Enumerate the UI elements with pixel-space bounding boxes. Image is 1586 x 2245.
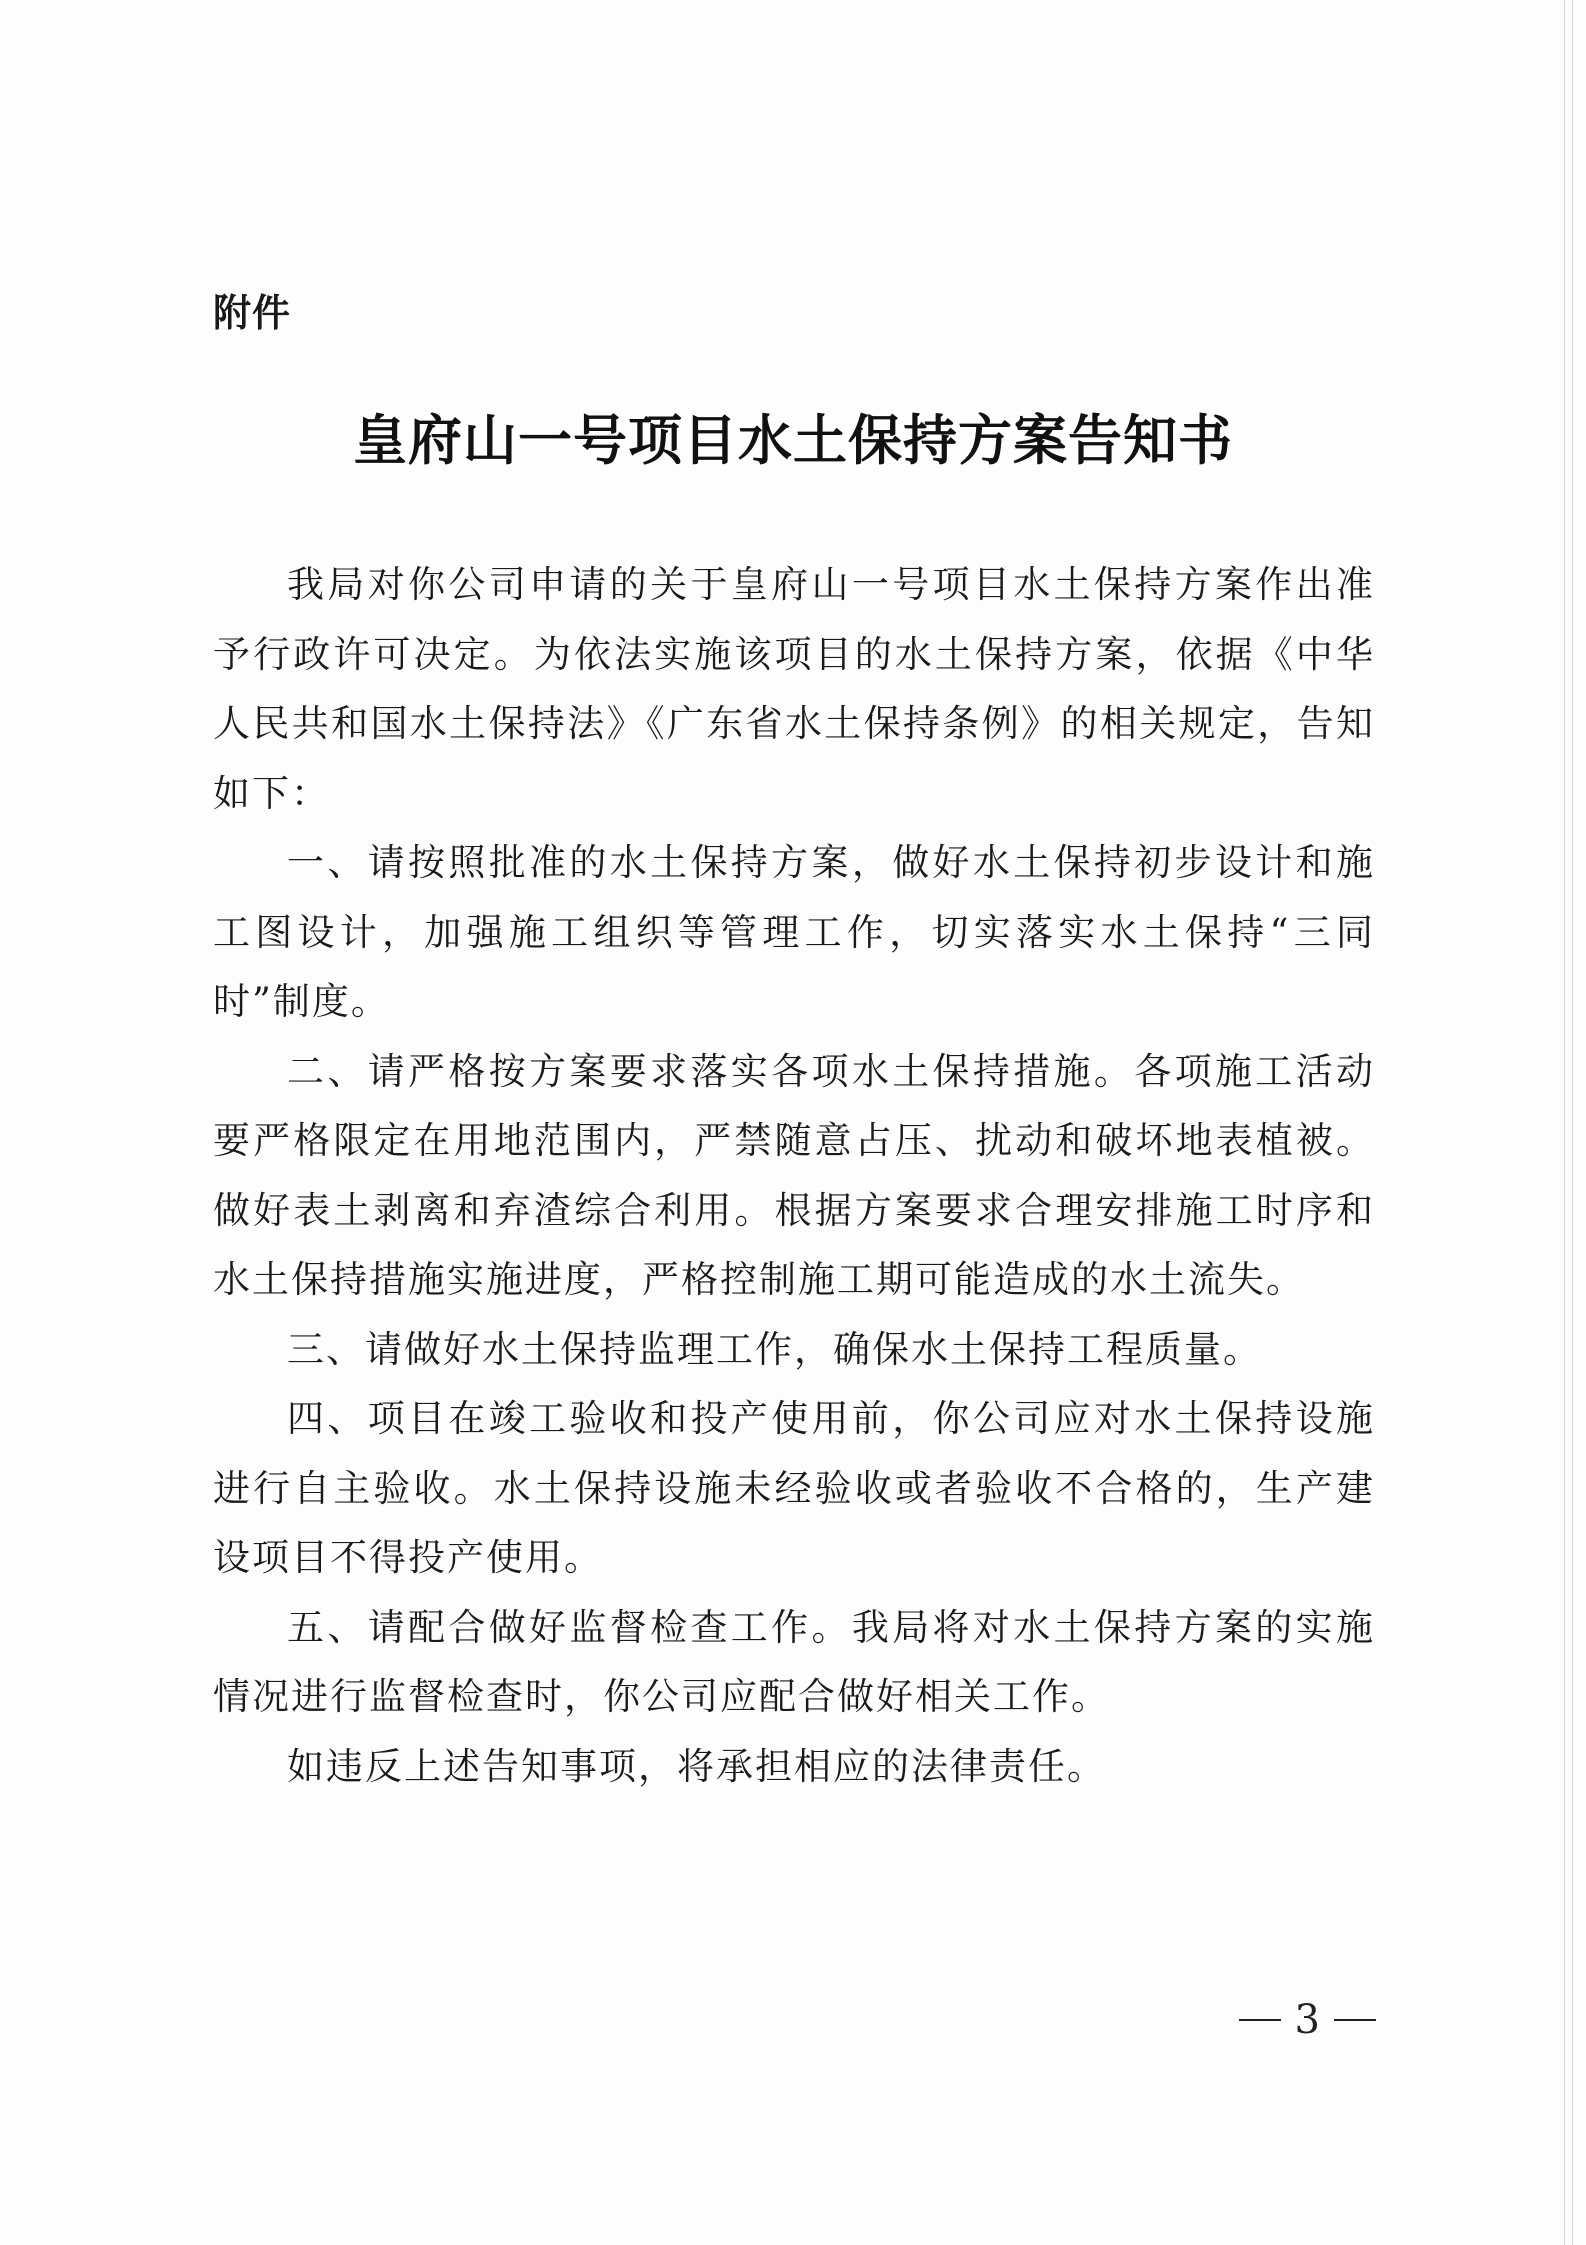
page-edge-line bbox=[1572, 0, 1573, 2245]
page-number-footer bbox=[1239, 1997, 1376, 2043]
paragraph-item-4: 四、项目在竣工验收和投产使用前，你公司应对水土保持设施进行自主验收。水土保持设施未经验收或者验收不合格的，生产建设项目不得投产使用。 bbox=[213, 1397, 1375, 1579]
document-title: 皇府山一号项目水土保持方案告知书 bbox=[353, 408, 1233, 472]
paragraph-item-1: 一、请按照批准的水土保持方案，做好水土保持初步设计和施工图设计，加强施工组织等管理工作，切实落实水土保持“三同时”制度。 bbox=[213, 841, 1375, 1023]
paragraph-item-2: 二、请严格按方案要求落实各项水土保持措施。各项施工活动要严格限定在用地范围内，严禁随意占压、扰动和破坏地表植被。做好表土剥离和弃渣综合利用。根据方案要求合理安排施工时序和水土保持措施实施进度，严格控制施工期可能造成的水土流失。 bbox=[213, 1049, 1375, 1301]
paragraph-item-5: 五、请配合做好监督检查工作。我局将对水土保持方案的实施情况进行监督检查时，你公司应配合做好相关工作。 bbox=[213, 1605, 1375, 1718]
page-number: 3 bbox=[1294, 1997, 1320, 2043]
paragraph-closing: 如违反上述告知事项，将承担相应的法律责任。 bbox=[287, 1744, 1106, 1788]
document-body bbox=[213, 550, 1375, 1801]
attachment-label: 附件 bbox=[213, 291, 292, 335]
paragraph-item-3: 三、请做好水土保持监理工作，确保水土保持工程质量。 bbox=[287, 1327, 1262, 1371]
dash-left bbox=[1239, 2019, 1281, 2021]
dash-right bbox=[1334, 2019, 1376, 2021]
paragraph-intro: 我局对你公司申请的关于皇府山一号项目水土保持方案作出准予行政许可决定。为依法实施该项目的水土保持方案，依据《中华人民共和国水土保持法》《广东省水土保持条例》的相关规定，告知如下： bbox=[213, 563, 1375, 815]
page-edge-line bbox=[1564, 0, 1565, 2245]
